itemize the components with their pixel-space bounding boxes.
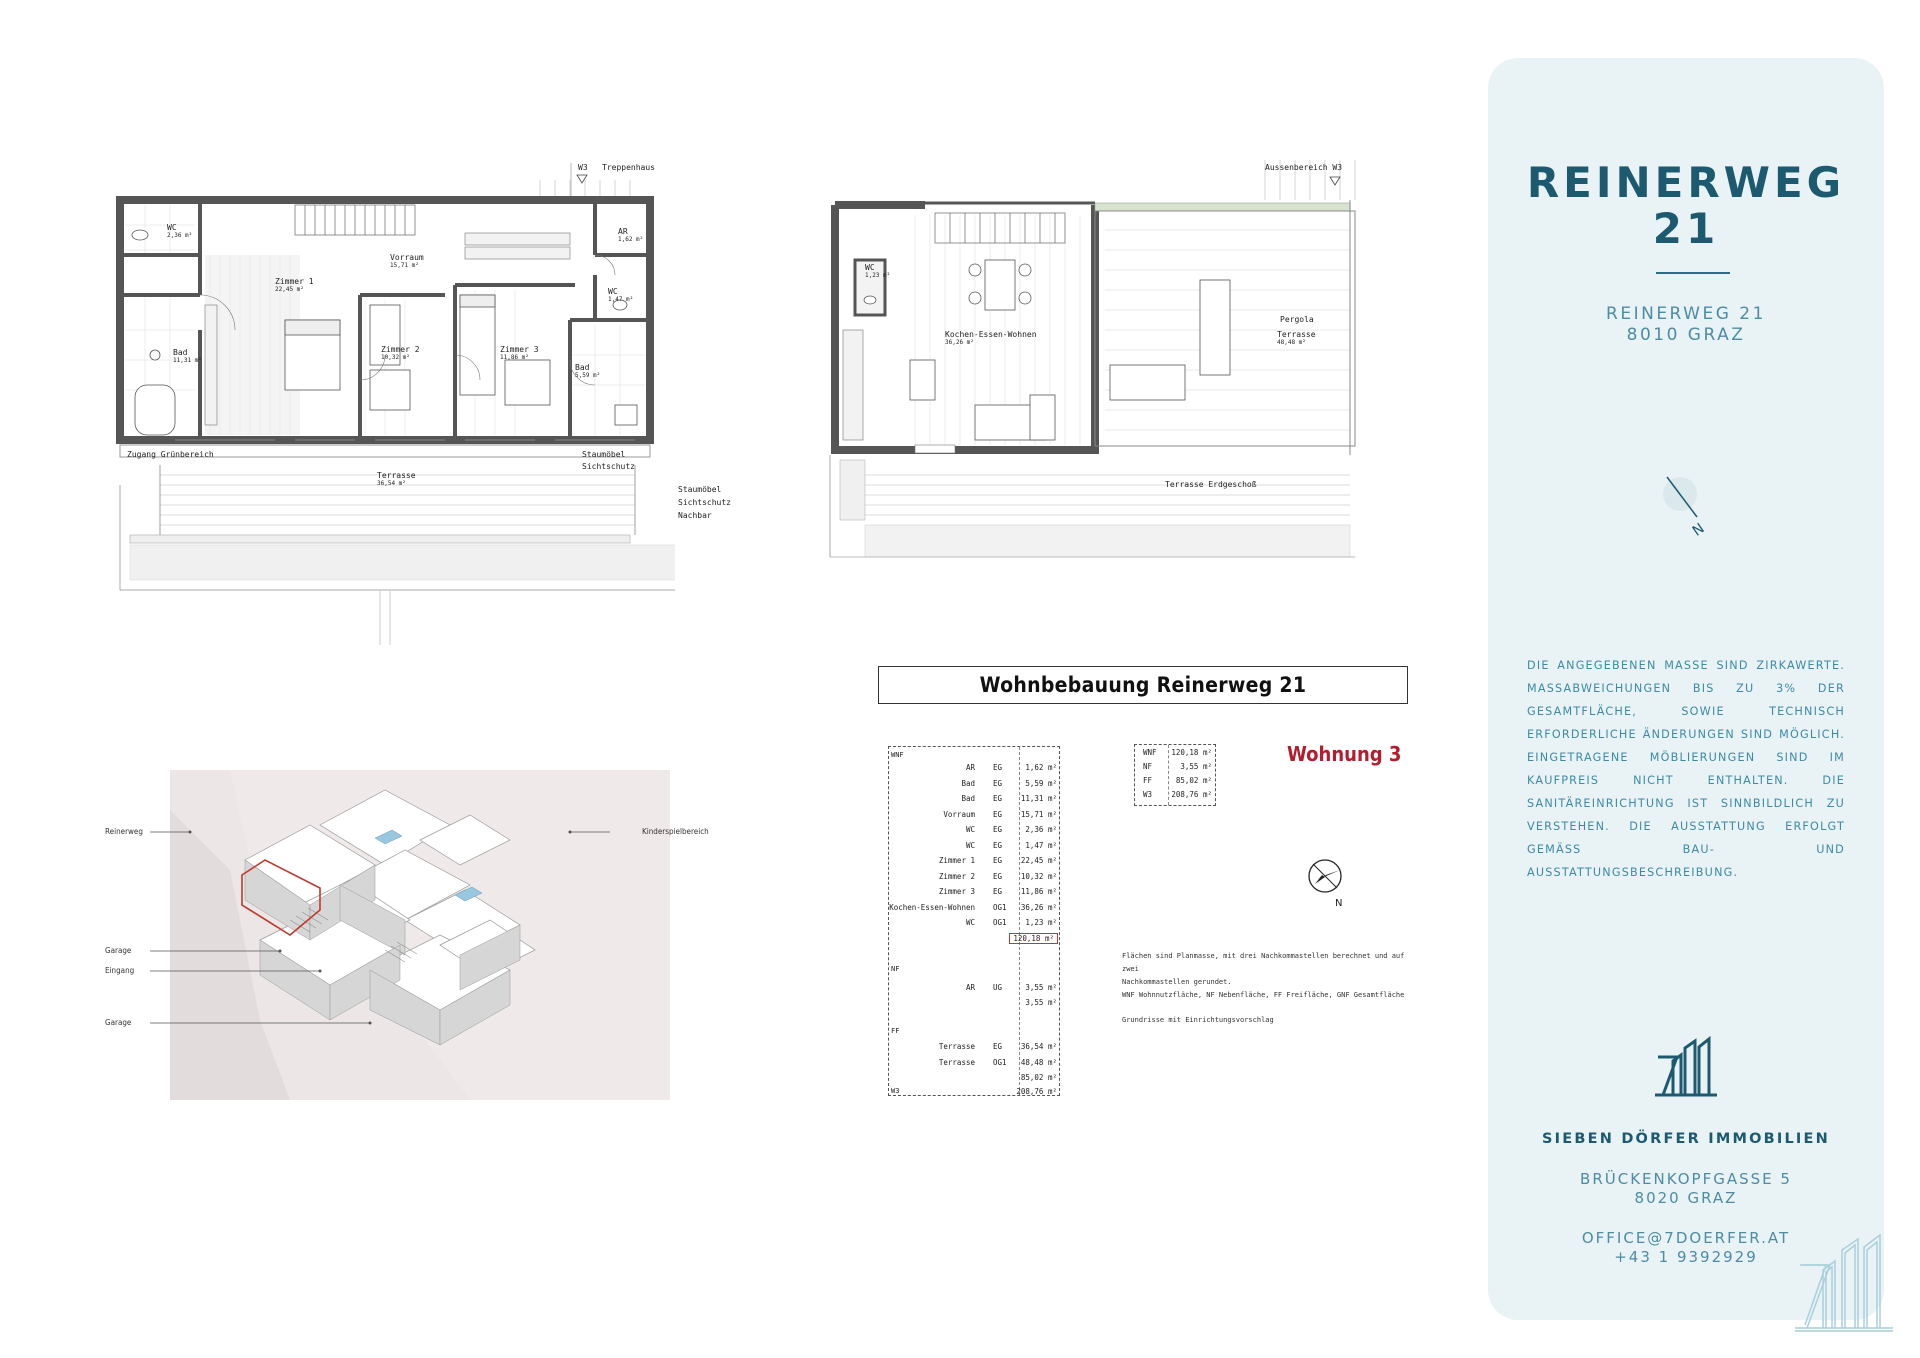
area-table-nf-header: NF — [891, 965, 900, 973]
room-label-wc2: WC 1,47 m² — [608, 287, 634, 303]
area-table-cell-value: 15,71 m² — [1020, 809, 1057, 819]
site-label-garage-1: Garage — [105, 946, 132, 955]
area-table-cell-value: 11,31 m² — [1020, 794, 1057, 803]
area-table-row — [889, 794, 1059, 808]
panel-address-line-2: 8010 GRAZ — [1626, 325, 1746, 345]
area-table-cell-value: 1,47 m² — [1025, 840, 1057, 850]
company-logo — [1655, 1033, 1720, 1103]
area-table-cell-value: 36,54 m² — [1020, 1042, 1057, 1051]
area-table-row — [889, 856, 1059, 870]
floor-plan-eg-drawing — [115, 155, 675, 645]
area-table — [888, 746, 1060, 1096]
area-table-cell-floor: EG — [993, 794, 1003, 803]
area-table-cell-floor: EG — [993, 825, 1003, 834]
panel-compass-icon — [1655, 472, 1715, 542]
area-table-cell-floor: UG — [993, 983, 1003, 992]
summary-table — [1134, 744, 1216, 806]
area-table-cell-floor: EG — [993, 778, 1003, 788]
area-table-cell-name: Zimmer 2 — [938, 871, 975, 881]
area-table-cell-value: 11,86 m² — [1020, 887, 1057, 896]
label-staumoebel-1: Staumöbel — [582, 450, 626, 459]
panel-address-line-1: REINERWEG 21 — [1606, 304, 1766, 324]
area-table-row — [889, 872, 1059, 886]
area-table-row — [889, 810, 1059, 824]
area-table-cell-name: Zimmer 3 — [938, 887, 975, 896]
area-table-cell-value: 48,48 m² — [1020, 1057, 1057, 1067]
area-table-cell-value: 36,26 m² — [1020, 902, 1057, 912]
note-line-2: Nachkommastellen gerundet. — [1122, 978, 1232, 986]
area-table-row — [889, 887, 1059, 901]
panel-company-address-line-1: BRÜCKENKOPFGASSE 5 — [1580, 1170, 1792, 1188]
panel-title-divider — [1656, 272, 1730, 274]
area-table-nf-total: 3,55 m² — [1025, 998, 1057, 1007]
label-zugang: Zugang Grünbereich — [127, 450, 214, 459]
area-table-cell-floor: OG1 — [993, 902, 1007, 912]
summary-row — [1135, 762, 1215, 776]
compass-icon — [1305, 856, 1355, 916]
room-label-kochen-essen-wohnen: Kochen-Essen-Wohnen 36,26 m² — [945, 330, 1037, 346]
area-table-row — [889, 1058, 1059, 1072]
room-label-ar: AR 1,62 m² — [618, 227, 644, 243]
panel-compass-north-letter: N — [1689, 520, 1708, 540]
area-table-cell-floor: OG1 — [993, 918, 1007, 927]
site-label-reinerweg: Reinerweg — [105, 827, 143, 836]
summary-cell-value: 85,02 m² — [1175, 776, 1212, 785]
panel-title — [1488, 160, 1884, 252]
room-label-wc: WC 2,36 m² — [167, 223, 193, 239]
area-table-ff-total: 85,02 m² — [1020, 1073, 1057, 1082]
area-table-cell-floor: EG — [993, 871, 1003, 881]
watermark-logo — [1795, 1225, 1895, 1335]
area-table-cell-value: 1,23 m² — [1025, 918, 1057, 927]
area-table-row — [889, 841, 1059, 855]
summary-row — [1135, 748, 1215, 762]
compass-north-letter: N — [1335, 898, 1343, 909]
compass — [1305, 856, 1355, 916]
room-label-terrasse-og: Terrasse 48,48 m² — [1277, 330, 1316, 346]
area-table-cell-value: 3,55 m² — [1025, 983, 1057, 992]
area-table-wnf-header: WNF — [891, 751, 904, 759]
area-table-cell-floor: EG — [993, 856, 1003, 865]
label-sichtschutz-2: Sichtschutz — [678, 498, 731, 507]
summary-row — [1135, 790, 1215, 804]
project-title-box: Wohnbebauung Reinerweg 21 — [878, 666, 1408, 704]
area-table-cell-name: WC — [965, 840, 975, 850]
panel-title-line-2: 21 — [1652, 204, 1720, 253]
area-table-cell-value: 22,45 m² — [1020, 856, 1057, 865]
area-table-cell-floor: OG1 — [993, 1057, 1007, 1067]
site-label-eingang: Eingang — [105, 966, 135, 975]
room-label-wc-og: WC 1,23 m² — [865, 263, 891, 279]
room-label-zimmer2: Zimmer 2 10,32 m² — [381, 345, 420, 361]
panel-company-address-line-2: 8020 GRAZ — [1634, 1189, 1738, 1207]
area-table-row — [889, 1042, 1059, 1056]
label-aussenbereich: Aussenbereich W3 — [1265, 163, 1343, 172]
watermark-logo-icon — [1795, 1225, 1895, 1335]
floor-plan-og — [825, 155, 1365, 575]
company-logo-icon — [1655, 1033, 1720, 1103]
area-table-cell-floor: EG — [993, 1042, 1003, 1051]
summary-cell-key: NF — [1143, 762, 1153, 771]
summary-cell-key: WNF — [1143, 748, 1157, 757]
label-w3: W3 — [578, 163, 588, 172]
label-staumoebel-2: Staumöbel — [678, 485, 722, 494]
summary-cell-value: 3,55 m² — [1180, 762, 1212, 771]
site-label-kinderspielbereich: Kinderspielbereich — [642, 827, 709, 836]
note-line-1: Flächen sind Planmasse, mit drei Nachkommastellen berechnet und auf zwei — [1122, 952, 1405, 973]
apartment-label: Wohnung 3 — [1287, 742, 1402, 766]
notes — [1122, 950, 1422, 1027]
panel-title-line-1: REINERWEG — [1526, 158, 1846, 207]
room-label-vorraum: Vorraum 15,71 m² — [390, 253, 424, 269]
panel-company-name: SIEBEN DÖRFER IMMOBILIEN — [1542, 1131, 1830, 1147]
room-label-zimmer3: Zimmer 3 11,86 m² — [500, 345, 539, 361]
area-table-cell-floor: EG — [993, 887, 1003, 896]
panel-email-link[interactable]: OFFICE@7DOERFER.AT — [1581, 1229, 1791, 1247]
area-table-cell-name: Terrasse — [938, 1057, 975, 1067]
label-nachbar: Nachbar — [678, 511, 712, 520]
area-table-cell-value: 5,59 m² — [1025, 778, 1057, 788]
room-label-terrasse: Terrasse 36,54 m² — [377, 471, 416, 487]
site-label-garage-2: Garage — [105, 1018, 132, 1027]
panel-company-address — [1488, 1170, 1884, 1208]
area-table-cell-value: 2,36 m² — [1025, 825, 1057, 834]
panel-disclaimer: DIE ANGEGEBENEN MASSE SIND ZIRKAWERTE. MASSABWEICHUNGEN BIS ZU 3% DER GESAMTFLÄCHE, SOWIE TECHNISCH ERFORDERLICHE ÄNDERUNGEN SIND MÖGLICH. EINGETRAGENE MÖBLIERUNGEN SIND IM KAUFPREIS NICHT ENTHALTEN. DIE SANITÄREINRICHTUNG IST SINNBILDLICH ZU VERSTEHEN. DIE AUSSTATTUNG ERFOLGT GEMÄSS BAU- UND AUSSTATTUNGSBESCHREIBUNG. — [1527, 659, 1845, 879]
area-table-cell-name: AR — [965, 983, 975, 992]
summary-cell-key: W3 — [1143, 790, 1153, 799]
area-table-row — [889, 825, 1059, 839]
label-treppenhaus: Treppenhaus — [602, 163, 655, 172]
area-table-row — [889, 763, 1059, 777]
floor-plan-eg — [115, 155, 731, 645]
panel-phone-link[interactable]: +43 1 9392929 — [1614, 1248, 1758, 1266]
room-label-zimmer1: Zimmer 1 22,45 m² — [275, 277, 314, 293]
area-table-cell-name: WC — [965, 918, 975, 927]
summary-cell-value: 120,18 m² — [1171, 748, 1212, 757]
panel-compass — [1655, 472, 1715, 542]
label-sichtschutz-1: Sichtschutz — [582, 462, 635, 471]
area-table-cell-name: Bad — [961, 778, 975, 788]
area-table-w3-header: W3 — [891, 1087, 900, 1095]
area-table-row — [889, 983, 1059, 997]
room-label-bad2: Bad 5,59 m² — [575, 363, 601, 379]
area-table-row — [889, 903, 1059, 917]
area-table-cell-floor: EG — [993, 809, 1003, 819]
note-line-4: Grundrisse mit Einrichtungsvorschlag — [1122, 1016, 1274, 1024]
note-line-3: WNF Wohnnutzfläche, NF Nebenfläche, FF Freifläche, GNF Gesamtfläche — [1122, 991, 1405, 999]
area-table-row — [889, 779, 1059, 793]
area-table-ff-header: FF — [891, 1027, 900, 1035]
site-plan-leader-lines — [130, 820, 750, 1060]
area-table-cell-name: Terrasse — [938, 1042, 975, 1051]
area-table-wnf-total: 120,18 m² — [889, 933, 1059, 947]
floor-plan-og-drawing — [825, 155, 1365, 575]
room-label-bad: Bad 11,31 m² — [173, 348, 202, 364]
area-table-row — [889, 918, 1059, 932]
area-table-cell-name: Zimmer 1 — [938, 856, 975, 865]
area-table-cell-name: AR — [965, 763, 975, 772]
area-table-cell-floor: EG — [993, 840, 1003, 850]
area-table-cell-name: Kochen-Essen-Wohnen — [889, 902, 975, 912]
area-table-cell-value: 1,62 m² — [1025, 763, 1057, 772]
area-table-cell-value: 10,32 m² — [1020, 871, 1057, 881]
summary-cell-value: 208,76 m² — [1171, 790, 1212, 799]
area-table-cell-name: WC — [965, 825, 975, 834]
label-terrasse-erdgeschoss: Terrasse Erdgeschoß — [1165, 480, 1257, 489]
summary-row — [1135, 776, 1215, 790]
panel-address — [1488, 304, 1884, 346]
summary-cell-key: FF — [1143, 776, 1153, 785]
area-table-cell-name: Vorraum — [943, 809, 975, 819]
label-pergola: Pergola — [1280, 315, 1314, 324]
area-table-cell-floor: EG — [993, 763, 1003, 772]
area-table-w3-total: 208,76 m² — [1016, 1087, 1057, 1096]
area-table-cell-name: Bad — [961, 794, 975, 803]
